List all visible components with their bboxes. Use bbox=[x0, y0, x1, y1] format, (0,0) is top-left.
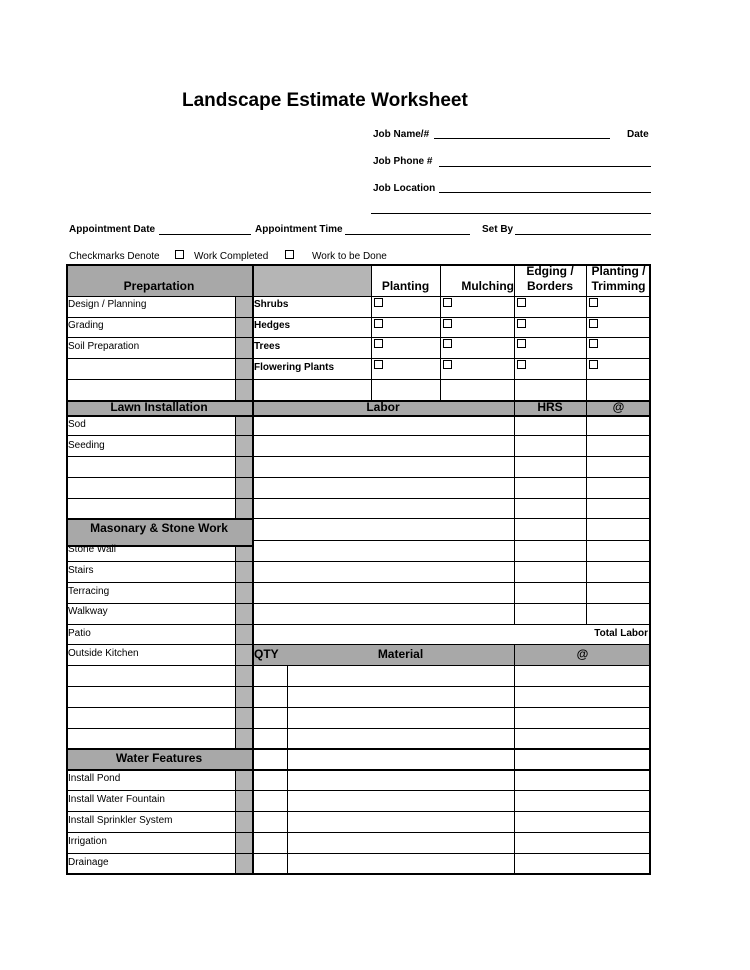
list-item: Terracing bbox=[68, 586, 110, 597]
page-title: Landscape Estimate Worksheet bbox=[182, 90, 468, 111]
job-name-label: Job Name/# bbox=[373, 129, 430, 140]
job-location-field-line2[interactable] bbox=[371, 213, 651, 214]
planting-header: Planting bbox=[381, 279, 430, 293]
checkbox-icon[interactable] bbox=[374, 298, 383, 307]
hrs-header: HRS bbox=[537, 400, 563, 414]
labor-header: Labor bbox=[366, 400, 400, 414]
trimming-header: Planting / Trimming bbox=[591, 264, 646, 293]
edging-header: Edging / Borders bbox=[526, 264, 574, 293]
checkbox-icon[interactable] bbox=[374, 319, 383, 328]
mulching-header: Mulching bbox=[461, 279, 514, 293]
list-item: Patio bbox=[68, 628, 91, 639]
appointment-date-label: Appointment Date bbox=[69, 224, 156, 235]
legend-to-be-done: Work to be Done bbox=[312, 251, 387, 262]
list-item: Grading bbox=[68, 320, 104, 331]
at2-header: @ bbox=[576, 647, 589, 661]
legend-completed: Work Completed bbox=[194, 251, 269, 262]
estimate-grid bbox=[66, 264, 651, 875]
qty-header: QTY bbox=[254, 647, 279, 661]
grid-border bbox=[66, 264, 651, 875]
list-item: Shrubs bbox=[254, 299, 289, 310]
checkbox-icon[interactable] bbox=[443, 339, 452, 348]
list-item: Soil Preparation bbox=[68, 341, 140, 352]
checkbox-icon[interactable] bbox=[443, 298, 452, 307]
preparation-header: Prepartation bbox=[123, 279, 195, 293]
legend-prefix: Checkmarks Denote bbox=[69, 251, 160, 262]
list-item: Drainage bbox=[68, 857, 109, 868]
list-item: Design / Planning bbox=[68, 299, 147, 310]
appointment-date-field[interactable] bbox=[159, 234, 251, 235]
job-name-field[interactable] bbox=[434, 138, 610, 139]
checkbox-icon[interactable] bbox=[589, 339, 598, 348]
job-phone-label: Job Phone # bbox=[373, 156, 433, 167]
material-header: Material bbox=[377, 647, 424, 661]
checkbox-icon[interactable] bbox=[589, 298, 598, 307]
checkbox-icon[interactable] bbox=[374, 339, 383, 348]
checkbox-icon[interactable] bbox=[517, 339, 526, 348]
list-item: Install Pond bbox=[68, 773, 121, 784]
list-item: Sod bbox=[68, 419, 86, 430]
checkbox-icon[interactable] bbox=[374, 360, 383, 369]
checkbox-icon[interactable] bbox=[517, 298, 526, 307]
list-item: Flowering Plants bbox=[254, 362, 335, 373]
at-header: @ bbox=[612, 400, 625, 414]
date-label: Date bbox=[627, 129, 649, 140]
checkbox-icon[interactable] bbox=[589, 360, 598, 369]
list-item: Outside Kitchen bbox=[68, 648, 139, 659]
job-phone-field[interactable] bbox=[439, 166, 651, 167]
list-item: Walkway bbox=[68, 606, 108, 617]
list-item: Seeding bbox=[68, 440, 105, 451]
checkbox-icon[interactable] bbox=[517, 360, 526, 369]
list-item: Trees bbox=[254, 341, 281, 352]
masonry-header: Masonary & Stone Work bbox=[90, 521, 228, 535]
total-labor-label: Total Labor bbox=[594, 628, 648, 639]
water-header: Water Features bbox=[115, 751, 203, 765]
checkbox-icon[interactable] bbox=[517, 319, 526, 328]
list-item: Stairs bbox=[68, 565, 94, 576]
checkbox-icon[interactable] bbox=[589, 319, 598, 328]
list-item: Install Water Fountain bbox=[68, 794, 165, 805]
set-by-field[interactable] bbox=[515, 234, 651, 235]
checkbox-icon bbox=[285, 250, 294, 259]
list-item: Hedges bbox=[254, 320, 291, 331]
job-location-label: Job Location bbox=[373, 183, 436, 194]
appointment-time-label: Appointment Time bbox=[255, 224, 343, 235]
checkbox-icon[interactable] bbox=[443, 360, 452, 369]
set-by-label: Set By bbox=[482, 224, 514, 235]
list-item: Stone Wall bbox=[68, 544, 116, 555]
list-item: Irrigation bbox=[68, 836, 107, 847]
appointment-time-field[interactable] bbox=[345, 234, 470, 235]
checkbox-icon bbox=[175, 250, 184, 259]
list-item: Install Sprinkler System bbox=[68, 815, 173, 826]
lawn-header: Lawn Installation bbox=[110, 400, 208, 414]
job-location-field[interactable] bbox=[439, 192, 651, 193]
checkbox-icon[interactable] bbox=[443, 319, 452, 328]
